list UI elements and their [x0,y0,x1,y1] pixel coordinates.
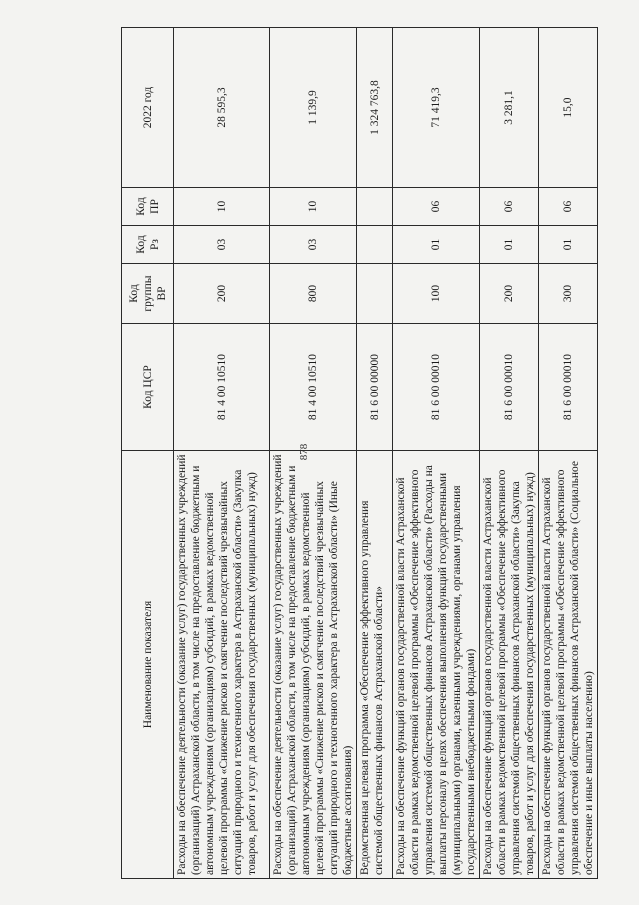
table-row [393,28,480,879]
row-csr: 81 4 00 10510 [270,324,357,451]
row-name: Ведомственная целевая программа «Обеспечение эффективного управления системой общественных финансов Астраханской области» [357,451,393,879]
rotated-table-area [121,28,595,879]
row-pr: 06 [539,188,598,226]
row-rz: 01 [480,226,539,264]
row-name: Расходы на обеспечение деятельности (оказание услуг) государственных учреждений (организаций) Астраханской области, в том числе на предоставление бюджетным и автономным учреждениям (организациям) субсидий, в рамках ведомственной целевой программы «Снижение рисков и смягчение последствий чрезвычайных ситуаций природного и техногенного характера в Астраханской области» (Закупка товаров, работ и услуг для обеспечения государственных (муниципальных) нужд) [174,451,270,879]
row-rz: 01 [539,226,598,264]
table-row [270,28,357,879]
table-row [174,28,270,879]
row-csr: 81 6 00 00010 [393,324,480,451]
table-row [357,28,393,879]
row-vr: 300 [539,264,598,324]
header-year: 2022 год [122,28,174,188]
row-amount: 3 281,1 [480,28,539,188]
header-rz: Код Рз [122,226,174,264]
row-amount: 1 324 763,8 [357,28,393,188]
budget-table [121,27,598,879]
table-row [480,28,539,879]
row-amount: 15,0 [539,28,598,188]
row-name: Расходы на обеспечение функций органов государственной власти Астраханской области в рамках ведомственной целевой программы «Обеспечение эффективного управления системой общественных финансов Астраханской области» (Расходы на выплаты персоналу в целях обеспечения выполнения функций государственными (муниципальными) органами, казенными учреждениями, органами управления государственными внебюджетными фондами) [393,451,480,879]
row-vr: 200 [174,264,270,324]
row-name: Расходы на обеспечение функций органов государственной власти Астраханской области в рамках ведомственной целевой программы «Обеспечение эффективного управления системой общественных финансов Астраханской области» (Социальное обеспечение и иные выплаты населению) [539,451,598,879]
row-vr: 800 [270,264,357,324]
row-rz: 03 [270,226,357,264]
row-pr: 06 [393,188,480,226]
row-rz: 03 [174,226,270,264]
row-pr: 10 [270,188,357,226]
table-row [539,28,598,879]
row-rz: 01 [393,226,480,264]
row-amount: 1 139,9 [270,28,357,188]
row-csr: 81 6 00 00010 [480,324,539,451]
page-number: 878 [298,443,310,461]
row-csr: 81 6 00 00010 [539,324,598,451]
header-pr: Код ПР [122,188,174,226]
header-csr: Код ЦСР [122,324,174,451]
row-amount: 71 419,3 [393,28,480,188]
row-vr: 200 [480,264,539,324]
row-csr: 81 6 00 00000 [357,324,393,451]
header-name: Наименование показателя [122,451,174,879]
row-vr: 100 [393,264,480,324]
row-pr: 10 [174,188,270,226]
row-vr [357,264,393,324]
row-name: Расходы на обеспечение функций органов государственной власти Астраханской области в рамках ведомственной целевой программы «Обеспечение эффективного управления системой общественных финансов Астраханской области» (Закупка товаров, работ и услуг для обеспечения государственных (муниципальных) нужд) [480,451,539,879]
row-pr: 06 [480,188,539,226]
row-rz [357,226,393,264]
row-amount: 28 595,3 [174,28,270,188]
rotated-page-content [121,28,595,879]
table-header-row [122,28,174,879]
header-vr: Код группы ВР [122,264,174,324]
row-csr: 81 4 00 10510 [174,324,270,451]
row-name: Расходы на обеспечение деятельности (оказание услуг) государственных учреждений (организаций) Астраханской области, в том числе на предоставление бюджетным и автономным учреждениям (организациям) субсидий, в рамках ведомственной целевой программы «Снижение рисков и смягчение последствий чрезвычайных ситуаций природного и техногенного характера в Астраханской области» (Иные бюджетные ассигнования) [270,451,357,879]
row-pr [357,188,393,226]
